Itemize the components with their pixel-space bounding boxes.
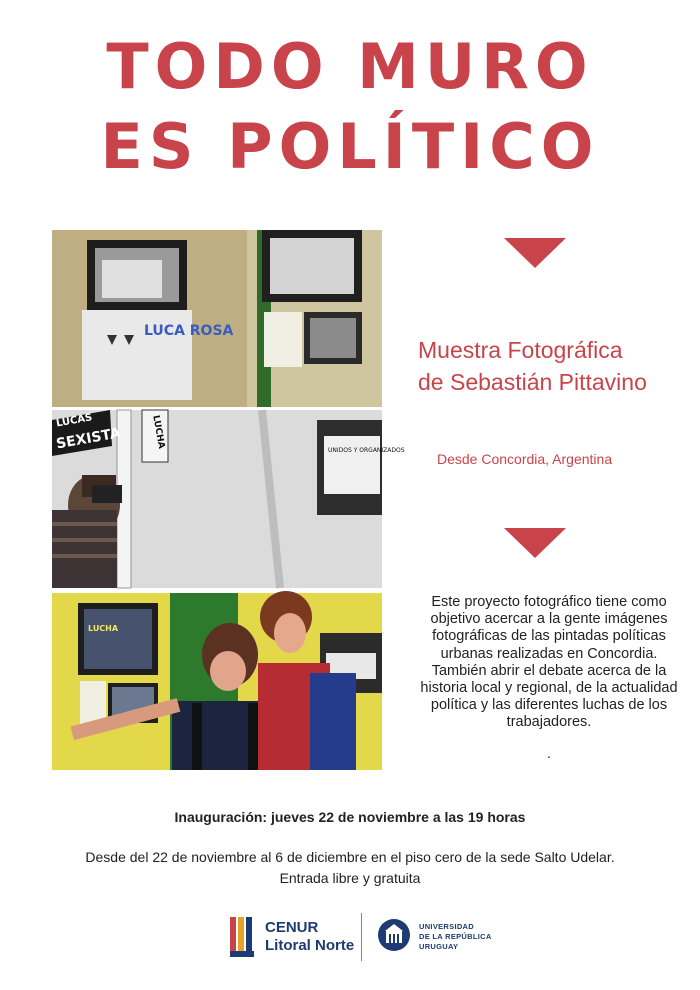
sign-text: LUCHA [150, 414, 167, 450]
subtitle-line-1: Muestra Fotográfica [418, 337, 623, 363]
exhibition-photo-1 [52, 230, 382, 407]
exhibition-photo-2-image [52, 410, 405, 588]
exhibition-photo-2 [52, 410, 405, 588]
exhibition-photo-3-image [52, 593, 382, 770]
banner-text: SEXISTA [55, 425, 122, 453]
subtitle-line-2: de Sebastián Pittavino [418, 369, 647, 395]
udelar-logo-line-3: URUGUAY [419, 942, 459, 951]
logo-divider [361, 913, 362, 961]
project-description: Este proyecto fotográfico tiene como objetivo acercar a la gente imágenes fotográficas de las pintadas políticas urbanas realizadas en Concordia. También abrir el debate acerca de la historia local y regional, de la actualidad política y las diferentes luchas de los trabajadores. [420, 594, 678, 731]
entry-info-text: Entrada libre y gratuita [279, 870, 421, 886]
origin-text: Desde Concordia, Argentina [437, 451, 613, 467]
poster-text: UNIDOS Y ORGANIZADOS [328, 447, 405, 454]
exhibition-dates-text: Desde del 22 de noviembre al 6 de diciembre en el piso cero de la sede Salto Udelar. [85, 849, 615, 865]
cenur-logo-icon [229, 915, 257, 959]
banner-text-2: LUCAS [55, 412, 94, 430]
description-trailing-dot: . [547, 745, 551, 761]
triangle-marker-1-icon [504, 238, 566, 268]
triangle-marker-2-icon [504, 528, 566, 558]
wall-graffiti-text: LUCA ROSA [144, 323, 234, 339]
udelar-seal-icon [377, 918, 411, 952]
udelar-logo-line-1: UNIVERSIDAD [419, 922, 474, 931]
poster-title-line-1: TODO MURO [106, 30, 594, 103]
cenur-logo-subtext: Litoral Norte [265, 937, 355, 954]
exhibition-photo-1-image [52, 230, 382, 407]
udelar-logo-line-2: DE LA REPÚBLICA [419, 932, 492, 941]
exhibition-photo-3 [52, 593, 382, 770]
inauguration-text: Inauguración: jueves 22 de noviembre a las 19 horas [174, 809, 526, 825]
photo-poster-text: LUCHA [88, 624, 119, 633]
poster-title-line-2: ES POLÍTICO [100, 110, 600, 183]
cenur-logo-text: CENUR [265, 919, 319, 936]
